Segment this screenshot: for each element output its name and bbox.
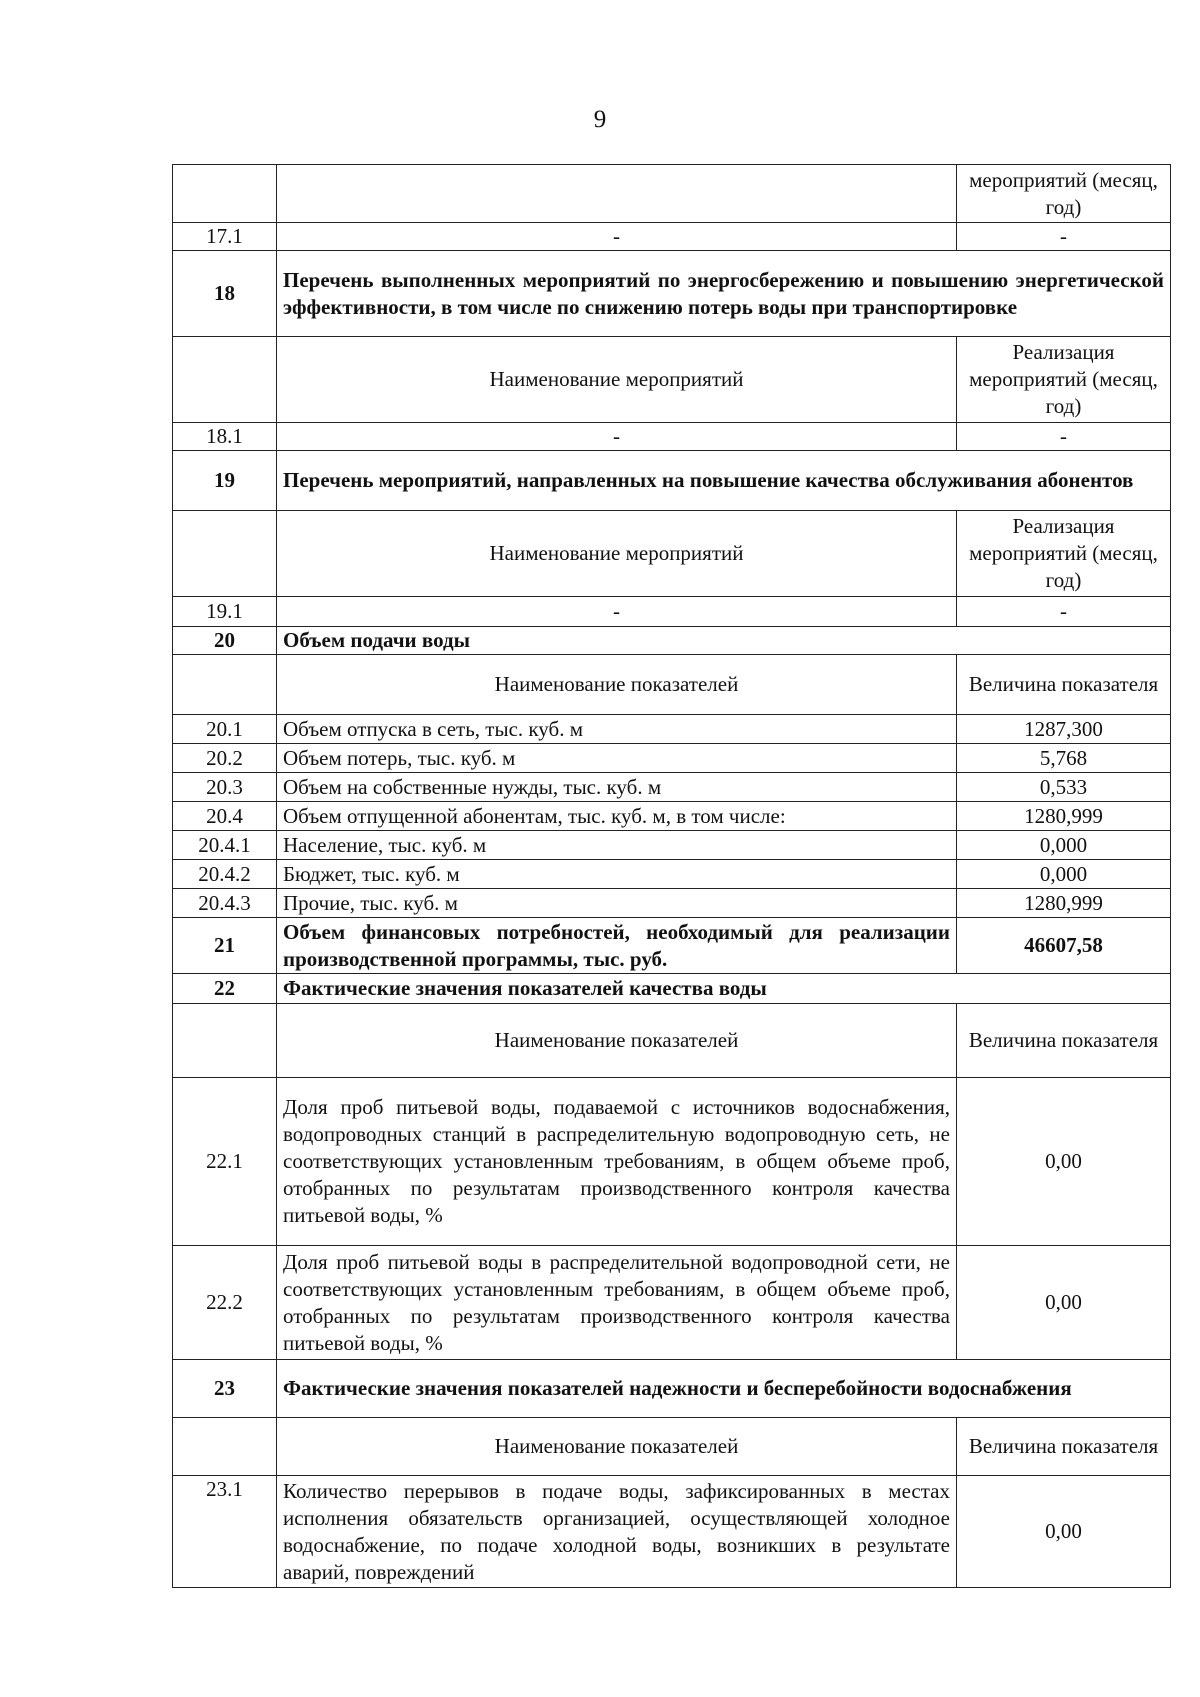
column-header-value: Величина показателя bbox=[957, 655, 1171, 715]
row-name: Объем на собственные нужды, тыс. куб. м bbox=[277, 773, 957, 802]
row-name: Объем потерь, тыс. куб. м bbox=[277, 744, 957, 773]
row-name: Количество перерывов в подаче воды, зафиксированных в местах исполнения обязательств организацией, осуществляющей холодное водоснабжение, по подаче холодной воды, возникших в результате аварий, повреждений bbox=[277, 1476, 957, 1588]
column-header-name: Наименование показателей bbox=[277, 1418, 957, 1476]
section-title: Перечень выполненных мероприятий по энергосбережению и повышению энергетической эффективности, в том числе по снижению потерь воды при транспортировке bbox=[277, 251, 1171, 337]
row-name: - bbox=[277, 223, 957, 251]
row-num: 20.3 bbox=[173, 773, 277, 802]
column-header-row-19 bbox=[173, 511, 1171, 597]
row-value: - bbox=[957, 423, 1171, 451]
table-row bbox=[173, 744, 1171, 773]
column-header-row-18 bbox=[173, 337, 1171, 423]
row-num: 19.1 bbox=[173, 597, 277, 627]
column-header-row-23 bbox=[173, 1418, 1171, 1476]
row-value: 0,000 bbox=[957, 860, 1171, 889]
row-name: Прочие, тыс. куб. м bbox=[277, 889, 957, 918]
section-row-19 bbox=[173, 451, 1171, 511]
column-header-name: Наименование показателей bbox=[277, 655, 957, 715]
column-header-value: Величина показателя bbox=[957, 1418, 1171, 1476]
table-row-continued-header bbox=[173, 165, 1171, 223]
row-name: Доля проб питьевой воды в распределительной водопроводной сети, не соответствующих установленным требованиям, в общем объеме проб, отобранных по результатам производственного контроля качества питьевой воды, % bbox=[277, 1246, 957, 1360]
row-value: 5,768 bbox=[957, 744, 1171, 773]
row-num: 18.1 bbox=[173, 423, 277, 451]
section-title: Объем подачи воды bbox=[277, 627, 1171, 655]
section-row-21 bbox=[173, 918, 1171, 974]
section-row-23 bbox=[173, 1360, 1171, 1418]
section-title: Объем финансовых потребностей, необходимый для реализации производственной программы, тыс. руб. bbox=[277, 918, 957, 974]
section-title: Фактические значения показателей надежности и бесперебойности водоснабжения bbox=[277, 1360, 1171, 1418]
row-value: 1280,999 bbox=[957, 889, 1171, 918]
row-value: 1280,999 bbox=[957, 802, 1171, 831]
row-name: Бюджет, тыс. куб. м bbox=[277, 860, 957, 889]
section-num: 21 bbox=[173, 918, 277, 974]
row-num: 20.4 bbox=[173, 802, 277, 831]
column-header-value: Величина показателя bbox=[957, 1004, 1171, 1078]
section-num: 20 bbox=[173, 627, 277, 655]
section-title: Перечень мероприятий, направленных на повышение качества обслуживания абонентов bbox=[277, 451, 1171, 511]
column-header-name: Наименование мероприятий bbox=[277, 511, 957, 597]
row-num: 17.1 bbox=[173, 223, 277, 251]
row-num-cell bbox=[173, 337, 277, 423]
table-row-17-1 bbox=[173, 223, 1171, 251]
section-title: Фактические значения показателей качества воды bbox=[277, 974, 1171, 1004]
row-num-cell bbox=[173, 1004, 277, 1078]
table-row bbox=[173, 802, 1171, 831]
row-num: 22.2 bbox=[173, 1246, 277, 1360]
column-header-value: Реализация мероприятий (месяц, год) bbox=[957, 511, 1171, 597]
row-value: 1287,300 bbox=[957, 715, 1171, 744]
row-num-cell bbox=[173, 165, 277, 223]
section-num: 19 bbox=[173, 451, 277, 511]
indicators-table bbox=[172, 164, 1171, 1588]
section-row-18 bbox=[173, 251, 1171, 337]
column-header-name: Наименование мероприятий bbox=[277, 337, 957, 423]
row-num: 20.4.1 bbox=[173, 831, 277, 860]
table-row-22-2 bbox=[173, 1246, 1171, 1360]
row-value: 0,00 bbox=[957, 1078, 1171, 1246]
row-num: 23.1 bbox=[173, 1476, 277, 1588]
table-row bbox=[173, 773, 1171, 802]
column-header-row-20 bbox=[173, 655, 1171, 715]
row-value: - bbox=[957, 223, 1171, 251]
table-row-18-1 bbox=[173, 423, 1171, 451]
column-header-value: Реализация мероприятий (месяц, год) bbox=[957, 337, 1171, 423]
row-name: Доля проб питьевой воды, подаваемой с источников водоснабжения, водопроводных станций в распределительную водопроводную сеть, не соответствующих установленным требованиям, в общем объеме проб, отобранных по результатам производственного контроля качества питьевой воды, % bbox=[277, 1078, 957, 1246]
row-num: 22.1 bbox=[173, 1078, 277, 1246]
section-num: 23 bbox=[173, 1360, 277, 1418]
column-header-name: Наименование показателей bbox=[277, 1004, 957, 1078]
row-num: 20.2 bbox=[173, 744, 277, 773]
row-name: Население, тыс. куб. м bbox=[277, 831, 957, 860]
table-row bbox=[173, 715, 1171, 744]
column-header-row-22 bbox=[173, 1004, 1171, 1078]
table-row-22-1 bbox=[173, 1078, 1171, 1246]
row-num-cell bbox=[173, 655, 277, 715]
row-value: 0,00 bbox=[957, 1246, 1171, 1360]
section-row-22 bbox=[173, 974, 1171, 1004]
row-num: 20.4.2 bbox=[173, 860, 277, 889]
row-num-cell bbox=[173, 511, 277, 597]
row-num: 20.4.3 bbox=[173, 889, 277, 918]
section-num: 22 bbox=[173, 974, 277, 1004]
row-value-cell: мероприятий (месяц, год) bbox=[957, 165, 1171, 223]
page-number: 9 bbox=[593, 106, 607, 133]
row-name: - bbox=[277, 423, 957, 451]
row-name: Объем отпуска в сеть, тыс. куб. м bbox=[277, 715, 957, 744]
table-row bbox=[173, 831, 1171, 860]
table-row-23-1 bbox=[173, 1476, 1171, 1588]
row-num-cell bbox=[173, 1418, 277, 1476]
row-name-cell bbox=[277, 165, 957, 223]
row-value: 0,000 bbox=[957, 831, 1171, 860]
table-row bbox=[173, 889, 1171, 918]
row-name: Объем отпущенной абонентам, тыс. куб. м, в том числе: bbox=[277, 802, 957, 831]
section-num: 18 bbox=[173, 251, 277, 337]
section-row-20 bbox=[173, 627, 1171, 655]
row-name: - bbox=[277, 597, 957, 627]
row-value: 0,533 bbox=[957, 773, 1171, 802]
section-value: 46607,58 bbox=[957, 918, 1171, 974]
row-value: 0,00 bbox=[957, 1476, 1171, 1588]
table-row bbox=[173, 860, 1171, 889]
table-row-19-1 bbox=[173, 597, 1171, 627]
row-num: 20.1 bbox=[173, 715, 277, 744]
row-value: - bbox=[957, 597, 1171, 627]
